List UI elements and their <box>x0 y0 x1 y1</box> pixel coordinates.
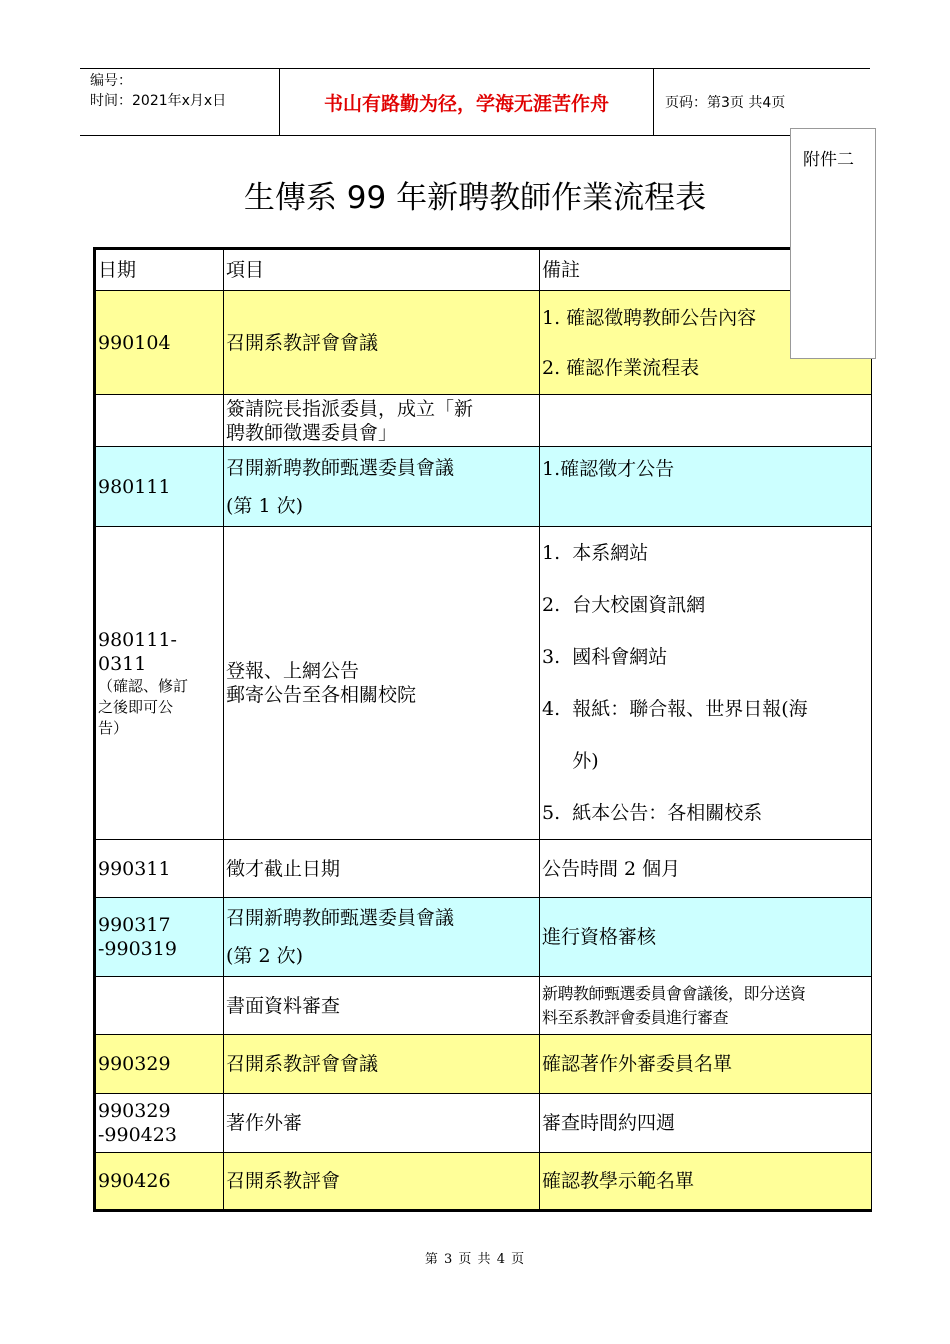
row-note: 進行資格審核 <box>540 898 872 977</box>
item-line: 聘教師徵選委員會」 <box>226 421 398 444</box>
item-line: 召開新聘教師甄選委員會議 <box>226 456 455 479</box>
list-item: 1. 本系網站 <box>542 542 649 564</box>
item-line: (第 1 次) <box>226 494 303 517</box>
date-note-line: 之後即可公 <box>98 697 174 716</box>
list-item: 3. 國科會網站 <box>542 646 668 668</box>
attachment-label: 附件二 <box>790 128 876 359</box>
row-note <box>540 395 872 447</box>
row-item: 著作外審 <box>224 1094 540 1153</box>
date-line: 980111-0311 <box>98 628 177 675</box>
date-line: 990329 <box>98 1100 171 1122</box>
note-line: 料至系教評會委員進行審查 <box>542 1007 729 1027</box>
row-item <box>224 447 540 527</box>
table-row <box>95 291 872 395</box>
number-label: 编号： <box>90 73 132 89</box>
row-date: 990426 <box>95 1153 224 1211</box>
list-item: 4. 報紙：聯合報、世界日報(海 <box>542 698 808 720</box>
table-row <box>95 977 872 1035</box>
row-date: 990311 <box>95 840 224 898</box>
table-header-row <box>95 249 872 291</box>
item-line: 登報、上網公告 <box>226 660 360 682</box>
date-line: -990319 <box>98 938 177 960</box>
list-item: 外) <box>542 750 599 772</box>
row-note: 公告時間 2 個月 <box>540 840 872 898</box>
date-line: 990317 <box>98 914 171 936</box>
header-item: 項目 <box>224 249 540 291</box>
row-item <box>224 527 540 840</box>
row-note <box>540 527 872 840</box>
item-line: 召開新聘教師甄選委員會議 <box>226 907 455 929</box>
row-date <box>95 1094 224 1153</box>
row-date: 990104 <box>95 291 224 395</box>
row-note: 確認教學示範名單 <box>540 1153 872 1211</box>
row-item <box>224 898 540 977</box>
row-item: 召開系教評會會議 <box>224 1035 540 1094</box>
table-row <box>95 395 872 447</box>
item-line: 簽請院長指派委員，成立「新 <box>226 397 474 420</box>
workflow-table <box>93 247 872 1212</box>
row-date: 990329 <box>95 1035 224 1094</box>
row-date <box>95 977 224 1035</box>
header-page-number: 页码：第3页 共4页 <box>665 95 786 111</box>
table-row <box>95 1035 872 1094</box>
row-item: 書面資料審查 <box>224 977 540 1035</box>
list-item: 2. 台大校園資訊網 <box>542 594 706 616</box>
row-item: 召開系教評會 <box>224 1153 540 1211</box>
row-date: 980111 <box>95 447 224 527</box>
date-note-line: （確認、修訂 <box>98 676 189 695</box>
header-motto: 书山有路勤为径，学海无涯苦作舟 <box>280 69 654 135</box>
page-header <box>80 68 870 136</box>
page-footer: 第 3 页 共 4 页 <box>424 1252 526 1267</box>
row-note: 審查時間約四週 <box>540 1094 872 1153</box>
row-item: 徵才截止日期 <box>224 840 540 898</box>
time-label: 时间：2021年x月x日 <box>90 93 227 109</box>
table-row <box>95 898 872 977</box>
note-line: 新聘教師甄選委員會會議後，即分送資 <box>542 983 806 1003</box>
row-note: 確認著作外審委員名單 <box>540 1035 872 1094</box>
row-item: 召開系教評會會議 <box>224 291 540 395</box>
row-date <box>95 898 224 977</box>
table-row <box>95 1153 872 1211</box>
row-note: 1.確認徵才公告 <box>540 447 872 527</box>
item-line: (第 2 次) <box>226 945 303 967</box>
note-line: 1. 確認徵聘教師公告內容 <box>542 306 757 329</box>
row-date <box>95 395 224 447</box>
row-item <box>224 395 540 447</box>
row-date <box>95 527 224 840</box>
header-meta <box>80 69 280 135</box>
table-row <box>95 527 872 840</box>
date-line: -990423 <box>98 1124 177 1146</box>
item-line: 郵寄公告至各相關校院 <box>226 684 417 706</box>
table-row <box>95 447 872 527</box>
publication-channel-list <box>542 527 869 839</box>
header-note: 備註 <box>540 249 872 291</box>
row-note <box>540 977 872 1035</box>
table-row <box>95 840 872 898</box>
list-item: 5. 紙本公告：各相關校系 <box>542 802 763 824</box>
note-line: 2. 確認作業流程表 <box>542 356 700 379</box>
table-row <box>95 1094 872 1153</box>
date-note-line: 告） <box>98 718 129 737</box>
header-date: 日期 <box>95 249 224 291</box>
document-title: 生傳系 99 年新聘教師作業流程表 <box>243 180 707 216</box>
